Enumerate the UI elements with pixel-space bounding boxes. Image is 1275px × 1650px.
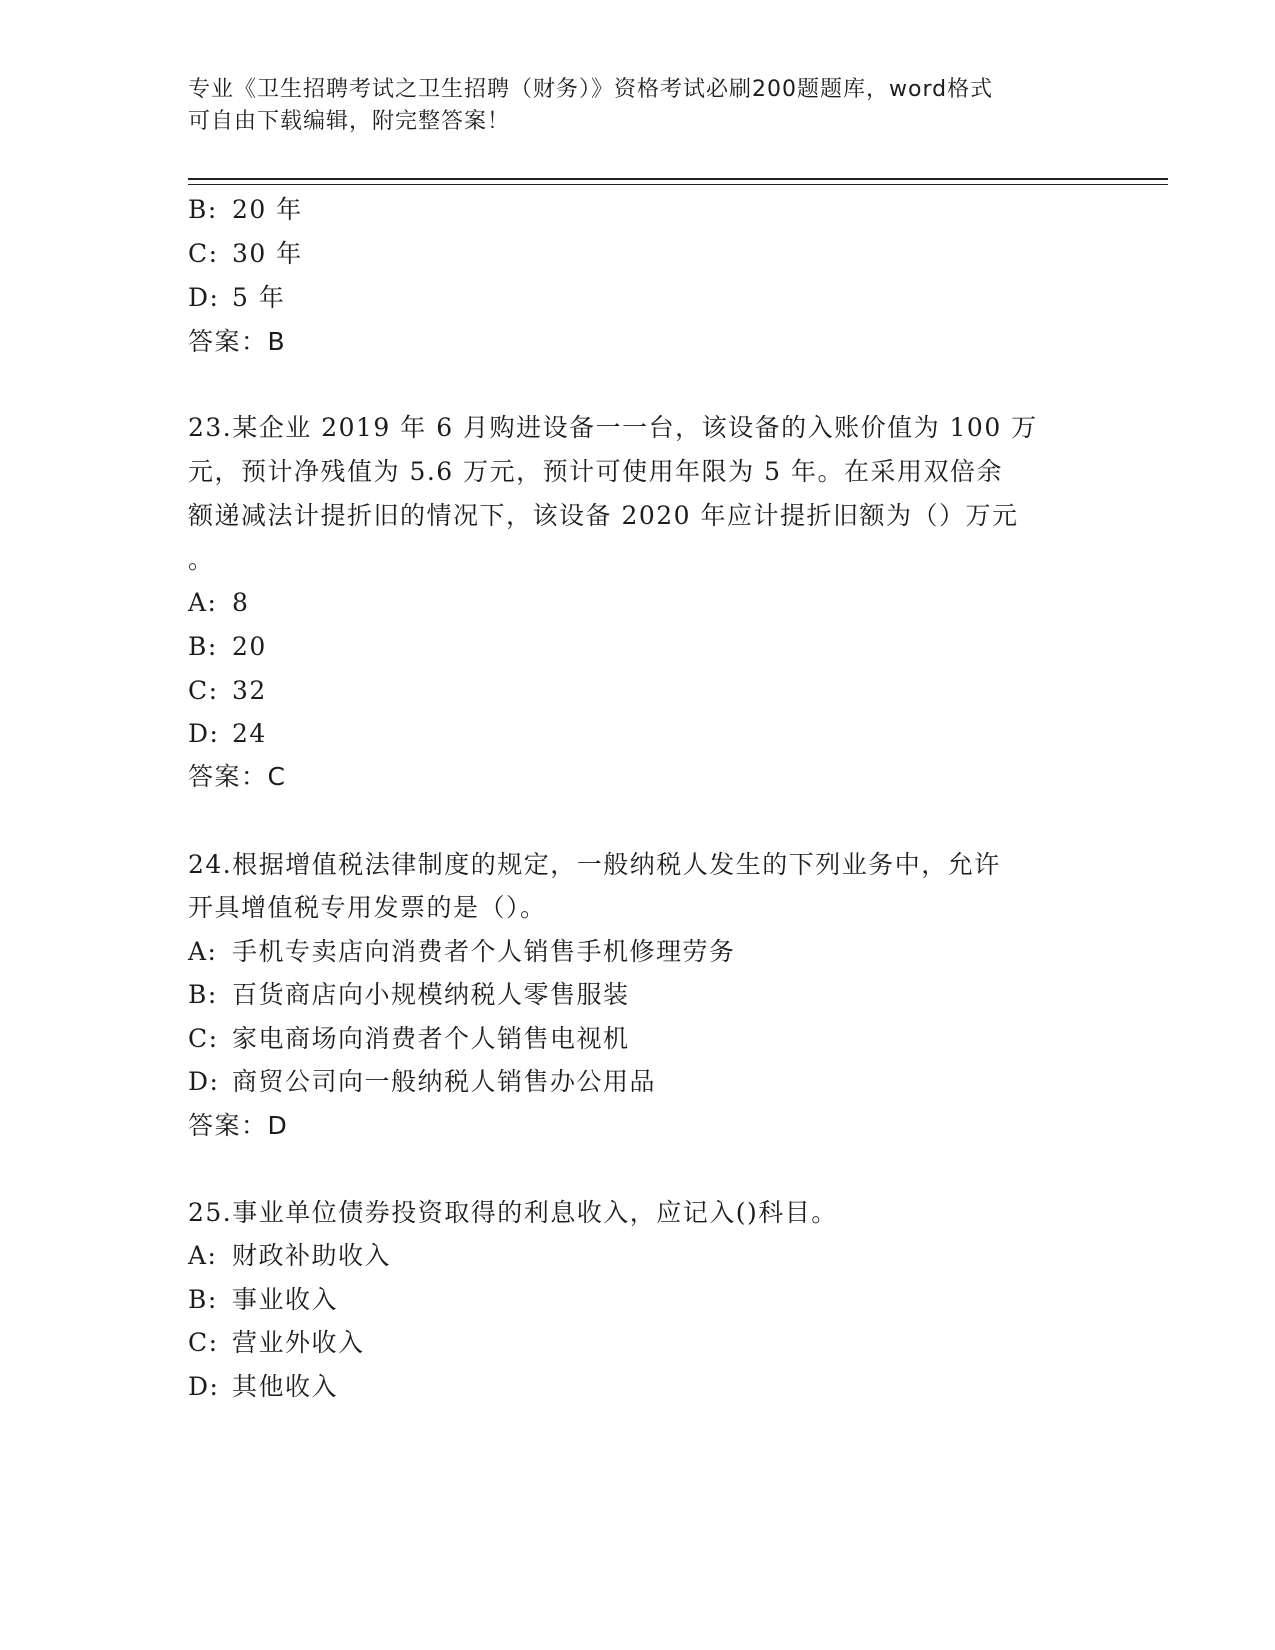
option-text: 商贸公司向一般纳税人销售办公用品 [232, 1067, 657, 1096]
option-label: B: [188, 1285, 218, 1314]
q25-option-a [188, 1241, 391, 1271]
option-label: A: [188, 588, 218, 617]
option-label: D: [188, 283, 220, 312]
option-label: B: [188, 980, 218, 1009]
q23-stem-line-3: 额递减法计提折旧的情况下，该设备 2020 年应计提折旧额为（）万元 [188, 501, 1019, 530]
q22-option-b [188, 195, 303, 225]
option-label: B: [188, 632, 218, 661]
q23-stem-line-1: 23.某企业 2019 年 6 月购进设备一一台，该设备的入账价值为 100 万 [188, 413, 1038, 442]
option-text: 8 [232, 588, 250, 617]
q23-answer: 答案：C [188, 762, 287, 791]
q25-option-b [188, 1285, 338, 1315]
header-divider-thin [188, 184, 1168, 185]
q22-option-d [188, 283, 285, 313]
q23-option-c [188, 676, 267, 706]
option-text: 其他收入 [232, 1372, 339, 1401]
option-text: 营业外收入 [232, 1328, 365, 1357]
q24-stem-line-2: 开具增值税专用发票的是（）。 [188, 893, 547, 922]
option-label: D: [188, 719, 220, 748]
option-text: 32 [232, 676, 267, 705]
q24-answer: 答案：D [188, 1111, 289, 1140]
option-text: 24 [232, 719, 267, 748]
option-label: D: [188, 1372, 220, 1401]
option-label: C: [188, 676, 219, 705]
option-text: 家电商场向消费者个人销售电视机 [232, 1024, 630, 1053]
q23-option-b [188, 632, 267, 662]
option-label: A: [188, 1241, 218, 1270]
q23-stem-line-2: 元，预计净残值为 5.6 万元，预计可使用年限为 5 年。在采用双倍余 [188, 457, 1003, 486]
option-label: D: [188, 1067, 220, 1096]
q25-option-c [188, 1328, 365, 1358]
option-text: 手机专卖店向消费者个人销售手机修理劳务 [232, 937, 736, 966]
option-text: 5 年 [232, 283, 286, 312]
q23-stem-line-4: 。 [188, 545, 215, 574]
option-label: C: [188, 239, 219, 268]
q24-option-c [188, 1024, 630, 1054]
header-line-2: 可自由下载编辑，附完整答案！ [188, 109, 511, 134]
q23-option-a [188, 588, 249, 618]
option-label: C: [188, 1024, 219, 1053]
option-text: 事业收入 [232, 1285, 339, 1314]
option-label: B: [188, 195, 218, 224]
q22-answer: 答案：B [188, 327, 287, 356]
q23-option-d [188, 719, 267, 749]
option-label: A: [188, 937, 218, 966]
option-label: C: [188, 1328, 219, 1357]
option-text: 财政补助收入 [232, 1241, 392, 1270]
option-text: 20 [232, 632, 267, 661]
q24-option-b [188, 980, 630, 1010]
option-text: 百货商店向小规模纳税人零售服装 [232, 980, 630, 1009]
q25-option-d [188, 1372, 338, 1402]
option-text: 20 年 [232, 195, 303, 224]
header-line-1: 专业《卫生招聘考试之卫生招聘（财务）》资格考试必刷200题题库，word格式 [188, 77, 994, 102]
q25-stem-line-1: 25.事业单位债券投资取得的利息收入，应记入()科目。 [188, 1198, 838, 1227]
q22-option-c [188, 239, 303, 269]
option-text: 30 年 [232, 239, 303, 268]
document-header [188, 74, 1068, 138]
q24-option-a [188, 937, 736, 967]
q24-option-d [188, 1067, 656, 1097]
q24-stem-line-1: 24.根据增值税法律制度的规定，一般纳税人发生的下列业务中，允许 [188, 850, 1001, 879]
header-divider-thick [188, 178, 1168, 180]
